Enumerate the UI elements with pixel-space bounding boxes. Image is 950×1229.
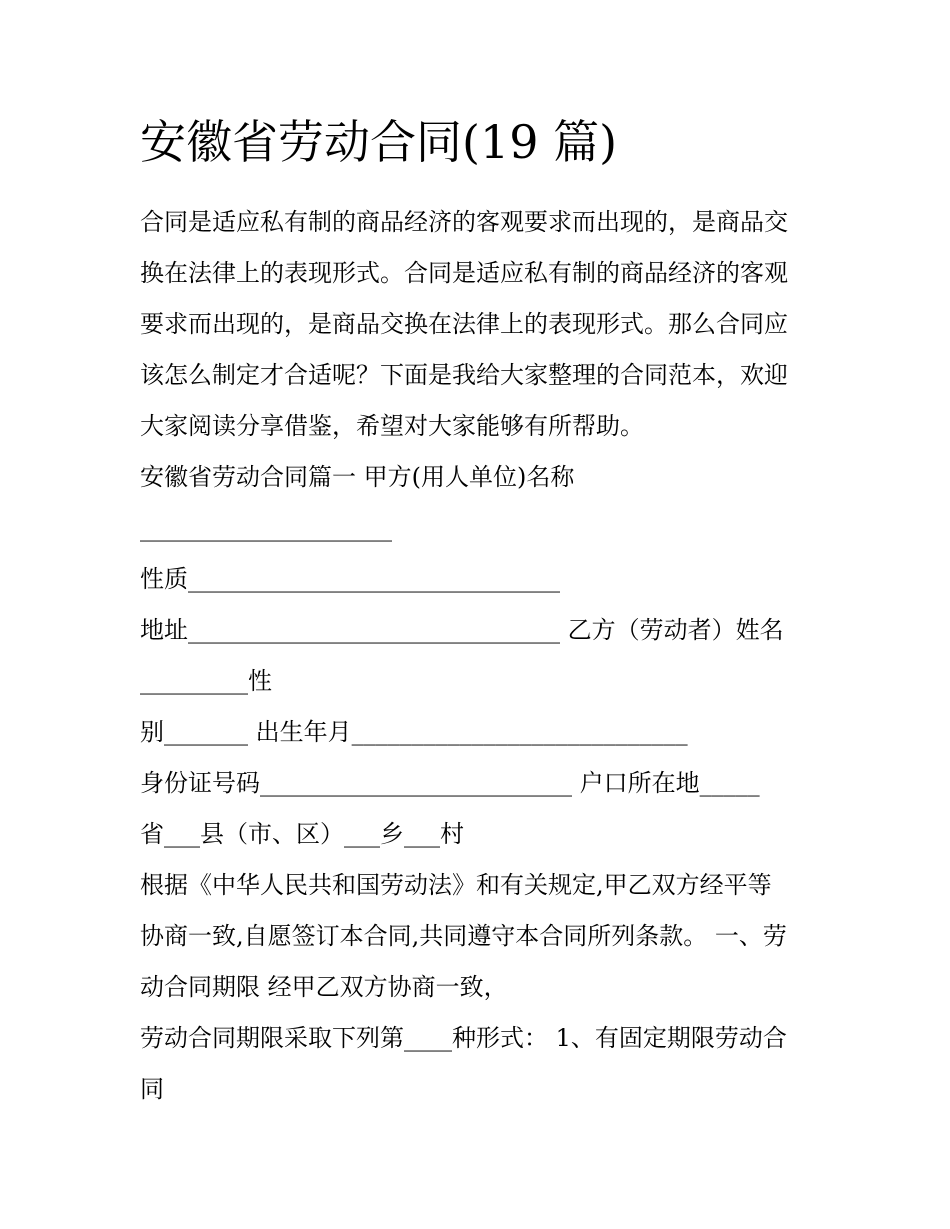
employer-address-and-employee-name-field: 地址_______________________________ 乙方（劳动者）姓名 [140, 616, 784, 644]
document-body [140, 197, 820, 1115]
intro-line-3: 要求而出现的，是商品交换在法律上的表现形式。那么合同应 [140, 310, 788, 338]
document-title: 安徽省劳动合同(19 篇) [140, 115, 618, 169]
intro-line-4: 该怎么制定才合适呢？下面是我给大家整理的合同范本，欢迎 [140, 361, 788, 389]
employer-nature-field: 性质_______________________________ [140, 565, 560, 593]
intro-line-5: 大家阅读分享借鉴，希望对大家能够有所帮助。 [140, 412, 644, 440]
gender-birthdate-field: 别_______ 出生年月____________________________ [140, 718, 688, 746]
contract-term-line-1: 劳动合同期限采取下列第____种形式： 1、有固定期限劳动合 [140, 1024, 787, 1052]
intro-line-2: 换在法律上的表现形式。合同是适应私有制的商品经济的客观 [140, 259, 788, 287]
clause-line-3: 动合同期限 经甲乙双方协商一致， [140, 973, 508, 1001]
employee-name-blank: _________性 [140, 667, 272, 695]
household-location-field: 省___县（市、区）___乡___村 [140, 820, 464, 848]
clause-line-1: 根据《中华人民共和国劳动法》和有关规定,甲乙双方经平等 [140, 871, 772, 899]
id-number-household-field: 身份证号码__________________________ 户口所在地_____ [140, 769, 760, 797]
intro-line-1: 合同是适应私有制的商品经济的客观要求而出现的，是商品交 [140, 208, 788, 236]
employer-name-blank: _____________________ [140, 514, 392, 542]
clause-line-2: 协商一致,自愿签订本合同,共同遵守本合同所列条款。 一、劳 [140, 922, 787, 950]
contract-term-line-2: 同 [140, 1075, 164, 1103]
section-heading-employer-name: 安徽省劳动合同篇一 甲方(用人单位)名称 [140, 463, 575, 491]
